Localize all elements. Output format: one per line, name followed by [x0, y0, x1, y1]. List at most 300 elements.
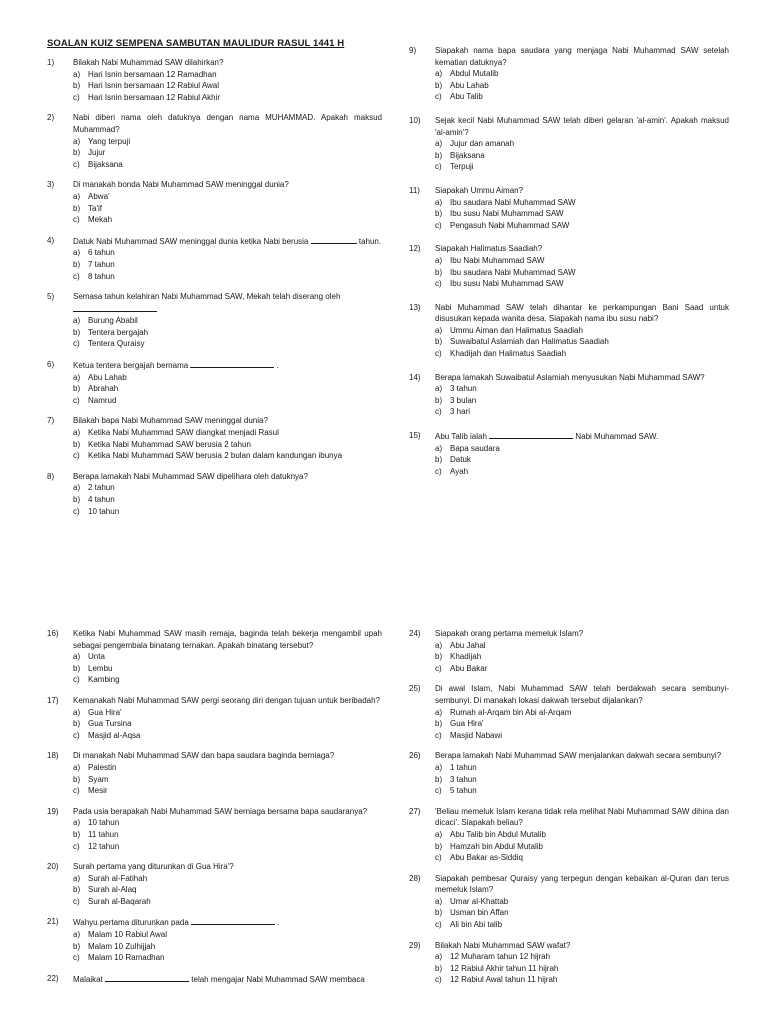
question-number: 21): [47, 917, 59, 927]
option-letter: a): [435, 952, 443, 962]
option-text: Abu Bakar: [450, 663, 488, 673]
option-text: 3 tahun: [450, 774, 477, 784]
question-stem: [47, 695, 382, 707]
answer-option: [435, 785, 729, 797]
option-text: Syam: [88, 774, 109, 784]
question-text-part: Bilakah bapa Nabi Muhammad SAW meninggal dunia?: [73, 416, 268, 426]
answer-option: [435, 640, 729, 652]
option-letter: c): [73, 953, 80, 963]
question-number: 26): [409, 751, 421, 761]
answer-blank: [105, 973, 189, 982]
option-text: 3 tahun: [450, 384, 477, 394]
question-20: [47, 861, 382, 907]
option-letter: a): [73, 652, 81, 662]
option-text: Hari Isnin bersamaan 12 Rabiul Akhir: [88, 92, 221, 102]
option-text: Bijaksana: [88, 159, 123, 169]
answer-option: [435, 730, 729, 742]
answer-option: [73, 841, 382, 853]
question-24: [409, 628, 729, 674]
option-text: Ta'if: [88, 203, 102, 213]
answer-option: [73, 774, 382, 786]
question-stem: [47, 359, 382, 372]
question-text-part: Bilakah Nabi Muhammad SAW dilahirkan?: [73, 58, 224, 67]
question-text-part: telah mengajar Nabi Muhammad SAW membaca: [191, 974, 365, 984]
option-text: Malam 10 Rabiul Awal: [88, 930, 168, 940]
answer-options: [435, 197, 729, 232]
question-text-part: Nabi diberi nama oleh datuknya dengan nama MUHAMMAD. Apakah maksud Muhammad?: [73, 113, 382, 134]
answer-option: [73, 191, 382, 203]
question-stem: [409, 115, 729, 138]
option-text: 12 Rabiul Akhir tahun 11 hijrah: [450, 963, 559, 973]
question-text-part: Malaikat: [73, 974, 103, 984]
option-letter: b): [73, 885, 81, 895]
option-letter: c): [73, 841, 80, 851]
option-text: Mesir: [88, 786, 108, 796]
question-9: [409, 45, 729, 103]
answer-option: [73, 372, 382, 384]
question-number: 6): [47, 360, 55, 370]
answer-option: [435, 663, 729, 675]
answer-options: [73, 315, 382, 350]
option-letter: a): [435, 829, 443, 839]
question-text: [73, 415, 382, 427]
option-letter: a): [435, 69, 443, 79]
answer-option: [73, 247, 382, 259]
option-text: Gua Tursina: [88, 719, 132, 729]
answer-option: [73, 315, 382, 327]
question-number: 27): [409, 806, 421, 816]
question-1: [47, 57, 382, 103]
question-text-part: Bilakah Nabi Muhammad SAW wafat?: [435, 940, 571, 950]
question-text: [435, 302, 729, 325]
option-text: 10 tahun: [88, 506, 120, 516]
question-number: 9): [409, 46, 417, 55]
option-letter: a): [435, 325, 443, 335]
option-letter: a): [73, 248, 81, 258]
question-26: [409, 750, 729, 796]
option-text: Ayah: [450, 466, 469, 476]
answer-options: [435, 640, 729, 675]
option-text: Hamzah bin Abdul Mutalib: [450, 841, 543, 851]
option-text: Ibu susu Nabi Muhammad SAW: [450, 209, 564, 219]
answer-option: [73, 873, 382, 885]
question-text-part: Semasa tahun kelahiran Nabi Muhammad SAW, Mekah telah diserang oleh: [73, 292, 341, 302]
answer-option: [435, 91, 729, 103]
answer-option: [435, 406, 729, 418]
question-text: [435, 243, 729, 255]
answer-option: [435, 951, 729, 963]
option-text: Surah al-Baqarah: [88, 896, 151, 906]
answer-option: [435, 68, 729, 80]
question-15: [409, 430, 729, 477]
option-text: Abwa': [88, 191, 110, 201]
answer-option: [435, 718, 729, 730]
option-text: Burung Ababil: [88, 316, 138, 326]
option-text: Rumah al-Arqam bin Abi al-Arqam: [450, 707, 572, 717]
question-number: 22): [47, 973, 59, 983]
option-text: 2 tahun: [88, 483, 115, 493]
question-text: [435, 806, 729, 829]
answer-option: [73, 214, 382, 226]
questions-column-right-page2: [409, 628, 729, 986]
answer-option: [73, 829, 382, 841]
option-letter: a): [435, 197, 443, 207]
question-text-part: Datuk Nabi Muhammad SAW meninggal dunia ketika Nabi berusia: [73, 236, 309, 246]
option-text: Abrahah: [88, 384, 119, 394]
answer-option: [73, 884, 382, 896]
option-letter: c): [435, 853, 442, 863]
question-text-part: Nabi Muhammad SAW.: [575, 432, 659, 442]
option-letter: b): [73, 719, 81, 729]
question-stem: [47, 916, 382, 929]
option-text: 8 tahun: [88, 271, 115, 281]
question-stem: [409, 873, 729, 896]
question-text-part: Di manakah bonda Nabi Muhammad SAW meninggal dunia?: [73, 180, 289, 190]
question-text-part: 'Beliau memeluk Islam kerana tidak rela melihat Nabi Muhammad SAW dihina dan dicaci'. Siapakah beliau?: [435, 806, 729, 828]
answer-option: [435, 963, 729, 975]
option-letter: b): [73, 495, 81, 504]
question-14: [409, 372, 729, 418]
answer-options: [435, 951, 729, 986]
question-stem: [409, 806, 729, 829]
option-text: Ketika Nabi Muhammad SAW berusia 2 bulan dalam kandungan ibunya: [88, 451, 343, 461]
option-letter: a): [73, 428, 81, 438]
question-text-part: Di manakah Nabi Muhammad SAW dan bapa saudara baginda berniaga?: [73, 751, 335, 761]
option-letter: b): [435, 150, 443, 160]
answer-option: [73, 707, 382, 719]
answer-options: [73, 929, 382, 964]
question-text-part: .: [276, 361, 279, 371]
option-text: Hari Isnin bersamaan 12 Ramadhan: [88, 69, 217, 79]
question-text-part: Siapakah pembesar Quraisy yang terpegun dengan kebaikan al-Quran dan terus memeluk Islam?: [435, 873, 729, 895]
option-letter: c): [73, 786, 80, 796]
answer-blank: [191, 916, 275, 925]
question-stem: [409, 243, 729, 255]
question-number: 14): [409, 372, 421, 382]
question-number: 12): [409, 244, 421, 254]
question-text: [435, 628, 729, 640]
question-text-part: Siapakah nama bapa saudara yang menjaga Nabi Muhammad SAW setelah kematian datuknya?: [435, 46, 729, 67]
question-text-part: Berapa lamakah Nabi Muhammad SAW dipelihara oleh datuknya?: [73, 471, 308, 481]
answer-option: [73, 69, 382, 81]
question-3: [47, 179, 382, 225]
answer-option: [435, 651, 729, 663]
question-text: [73, 973, 382, 986]
option-text: Unta: [88, 652, 105, 662]
answer-option: [435, 348, 729, 360]
answer-option: [73, 159, 382, 171]
option-letter: b): [73, 148, 81, 158]
answer-options: [73, 69, 382, 104]
question-text-part: Abu Talib ialah: [435, 432, 487, 442]
option-text: Abu Talib: [450, 92, 483, 102]
option-text: 3 hari: [450, 407, 471, 417]
option-text: Surah al-Alaq: [88, 885, 137, 895]
option-letter: b): [435, 774, 443, 784]
answer-option: [73, 92, 382, 104]
question-stem: [409, 430, 729, 443]
option-text: Bijaksana: [450, 150, 485, 160]
option-text: 4 tahun: [88, 495, 115, 504]
answer-option: [435, 774, 729, 786]
answer-option: [73, 674, 382, 686]
answer-options: [73, 651, 382, 686]
answer-option: [73, 383, 382, 395]
question-7: [47, 415, 382, 461]
question-stem: [47, 628, 382, 651]
question-number: 5): [47, 292, 55, 302]
option-text: Tentera Quraisy: [88, 339, 145, 349]
question-number: 29): [409, 940, 421, 950]
question-4: [47, 235, 382, 282]
question-29: [409, 940, 729, 986]
option-text: Abdul Mutalib: [450, 69, 499, 79]
option-letter: c): [73, 159, 80, 169]
answer-option: [435, 255, 729, 267]
option-text: Ummu Aiman dan Halimatus Saadiah: [450, 325, 583, 335]
option-letter: b): [435, 963, 443, 973]
option-text: Yang terpuji: [88, 136, 131, 146]
option-letter: b): [73, 439, 81, 449]
question-number: 16): [47, 629, 59, 638]
question-6: [47, 359, 382, 406]
answer-options: [73, 191, 382, 226]
answer-option: [73, 929, 382, 941]
question-stem: [409, 628, 729, 640]
option-text: Khadijah dan Halimatus Saadiah: [450, 349, 567, 359]
answer-option: [73, 941, 382, 953]
option-letter: c): [435, 730, 442, 740]
option-letter: a): [435, 896, 443, 906]
question-text: [73, 695, 382, 707]
option-letter: c): [73, 92, 80, 102]
option-letter: c): [73, 730, 80, 740]
question-text: [435, 45, 729, 68]
question-stem: [47, 471, 382, 483]
option-text: Abu Lahab: [450, 80, 489, 90]
question-stem: [409, 185, 729, 197]
answer-option: [73, 259, 382, 271]
option-letter: a): [73, 930, 81, 940]
option-text: Ibu Nabi Muhammad SAW: [450, 255, 545, 265]
answer-option: [435, 220, 729, 232]
answer-options: [435, 707, 729, 742]
question-text: [73, 235, 382, 248]
question-text-part: tahun.: [358, 236, 382, 246]
question-stem: [409, 45, 729, 68]
question-number: 10): [409, 115, 421, 125]
question-28: [409, 873, 729, 931]
question-text-part: Sejak kecil Nabi Muhammad SAW telah diberi gelaran 'al-amin'. Apakah maksud 'al-amin'?: [435, 115, 729, 137]
option-letter: b): [73, 663, 81, 673]
option-letter: b): [73, 384, 81, 394]
option-text: Lembu: [88, 663, 113, 673]
option-letter: b): [73, 203, 81, 213]
option-text: Pengasuh Nabi Muhammad SAW: [450, 220, 570, 230]
option-letter: c): [435, 920, 442, 930]
question-10: [409, 115, 729, 173]
answer-option: [73, 651, 382, 663]
answer-option: [435, 762, 729, 774]
option-letter: c): [73, 271, 80, 281]
option-letter: b): [435, 719, 443, 729]
question-stem: [47, 973, 382, 986]
option-letter: c): [73, 896, 80, 906]
option-text: Ketika Nabi Muhammad SAW berusia 2 tahun: [88, 439, 251, 449]
question-number: 18): [47, 751, 59, 761]
answer-options: [73, 873, 382, 908]
answer-option: [73, 817, 382, 829]
answer-blank: [190, 359, 274, 368]
question-text: [73, 750, 382, 762]
option-letter: b): [435, 455, 443, 465]
answer-option: [435, 336, 729, 348]
option-letter: a): [73, 873, 81, 883]
answer-option: [73, 271, 382, 283]
option-letter: b): [435, 395, 443, 405]
option-letter: a): [435, 139, 443, 149]
question-text: [73, 57, 382, 69]
option-text: Abu Talib bin Abdul Mutalib: [450, 829, 546, 839]
answer-option: [435, 707, 729, 719]
answer-option: [435, 907, 729, 919]
question-5: [47, 291, 382, 350]
option-letter: c): [73, 451, 80, 461]
question-stem: [47, 291, 382, 315]
answer-option: [73, 762, 382, 774]
option-text: Jujur dan amanah: [450, 139, 515, 149]
answer-option: [435, 466, 729, 478]
question-text-part: Berapa lamakah Nabi Muhammad SAW menjalankan dakwah secara sembunyi?: [435, 751, 722, 761]
option-text: Masjid Nabawi: [450, 730, 503, 740]
option-text: 3 bulan: [450, 395, 477, 405]
answer-option: [435, 443, 729, 455]
question-text-part: Siapakah Halimatus Saadiah?: [435, 244, 543, 254]
answer-option: [435, 267, 729, 279]
question-text: [435, 185, 729, 197]
question-22: [47, 973, 382, 986]
answer-option: [73, 494, 382, 506]
answer-option: [73, 663, 382, 675]
option-letter: b): [435, 267, 443, 277]
question-text-part: Surah pertama yang diturunkan di Gua Hira'?: [73, 862, 234, 872]
option-letter: b): [435, 80, 443, 90]
question-stem: [409, 372, 729, 384]
answer-option: [73, 427, 382, 439]
question-19: [47, 806, 382, 852]
question-number: 17): [47, 695, 59, 705]
answer-options: [73, 372, 382, 407]
answer-option: [73, 506, 382, 518]
option-text: Datuk: [450, 455, 471, 465]
answer-option: [73, 136, 382, 148]
question-27: [409, 806, 729, 864]
answer-options: [73, 762, 382, 797]
option-text: Mekah: [88, 215, 113, 225]
question-number: 24): [409, 629, 421, 638]
question-stem: [47, 235, 382, 248]
question-8: [47, 471, 382, 517]
answer-blank: [73, 303, 157, 312]
option-text: Abu Jahal: [450, 640, 486, 650]
option-letter: b): [435, 908, 443, 918]
answer-option: [73, 730, 382, 742]
option-letter: c): [73, 339, 80, 349]
option-letter: a): [435, 255, 443, 265]
question-number: 3): [47, 180, 55, 190]
answer-option: [73, 896, 382, 908]
question-text-part: Berapa lamakah Suwaibatul Aslamiah menyusukan Nabi Muhammad SAW?: [435, 372, 705, 382]
option-text: 12 Rabiul Awal tahun 11 hijrah: [450, 975, 558, 985]
question-stem: [409, 940, 729, 952]
questions-column-left-page2: [47, 628, 382, 985]
option-letter: a): [435, 707, 443, 717]
option-text: Bapa saudara: [450, 443, 500, 453]
question-17: [47, 695, 382, 741]
question-number: 13): [409, 302, 421, 312]
option-text: Surah al-Fatihah: [88, 873, 148, 883]
answer-option: [73, 80, 382, 92]
answer-options: [73, 482, 382, 517]
option-text: Suwaibatul Aslamiah dan Halimatus Saadiah: [450, 337, 609, 347]
option-text: Namrud: [88, 395, 117, 405]
answer-options: [435, 762, 729, 797]
option-letter: c): [73, 675, 80, 685]
option-letter: a): [73, 707, 81, 717]
option-letter: a): [435, 640, 443, 650]
option-letter: b): [73, 941, 81, 951]
option-letter: b): [73, 829, 81, 839]
answer-blank: [311, 235, 357, 244]
option-text: Gua Hira': [88, 707, 122, 717]
option-text: 12 tahun: [88, 841, 120, 851]
question-text: [435, 683, 729, 706]
answer-option: [73, 450, 382, 462]
question-number: 8): [47, 471, 55, 481]
question-text: [73, 112, 382, 135]
question-25: [409, 683, 729, 741]
option-letter: a): [73, 191, 81, 201]
answer-option: [73, 952, 382, 964]
option-letter: a): [435, 384, 443, 394]
question-21: [47, 916, 382, 963]
option-letter: c): [435, 407, 442, 417]
answer-option: [435, 208, 729, 220]
answer-option: [73, 482, 382, 494]
option-text: Hari Isnin bersamaan 12 Rabiul Awal: [88, 81, 220, 91]
answer-options: [435, 829, 729, 864]
option-text: Umar al-Khattab: [450, 896, 509, 906]
answer-option: [73, 147, 382, 159]
option-text: Khadijah: [450, 652, 482, 662]
answer-option: [73, 327, 382, 339]
question-12: [409, 243, 729, 289]
questions-column-right-page1: [409, 45, 729, 477]
question-number: 11): [409, 185, 420, 195]
option-letter: c): [435, 162, 442, 172]
question-stem: [409, 750, 729, 762]
answer-options: [435, 255, 729, 290]
question-stem: [47, 415, 382, 427]
option-text: Kambing: [88, 675, 120, 685]
answer-options: [435, 325, 729, 360]
answer-option: [435, 896, 729, 908]
answer-option: [435, 852, 729, 864]
answer-option: [435, 197, 729, 209]
option-letter: c): [435, 279, 442, 289]
option-letter: b): [435, 209, 443, 219]
question-text: [73, 291, 382, 315]
